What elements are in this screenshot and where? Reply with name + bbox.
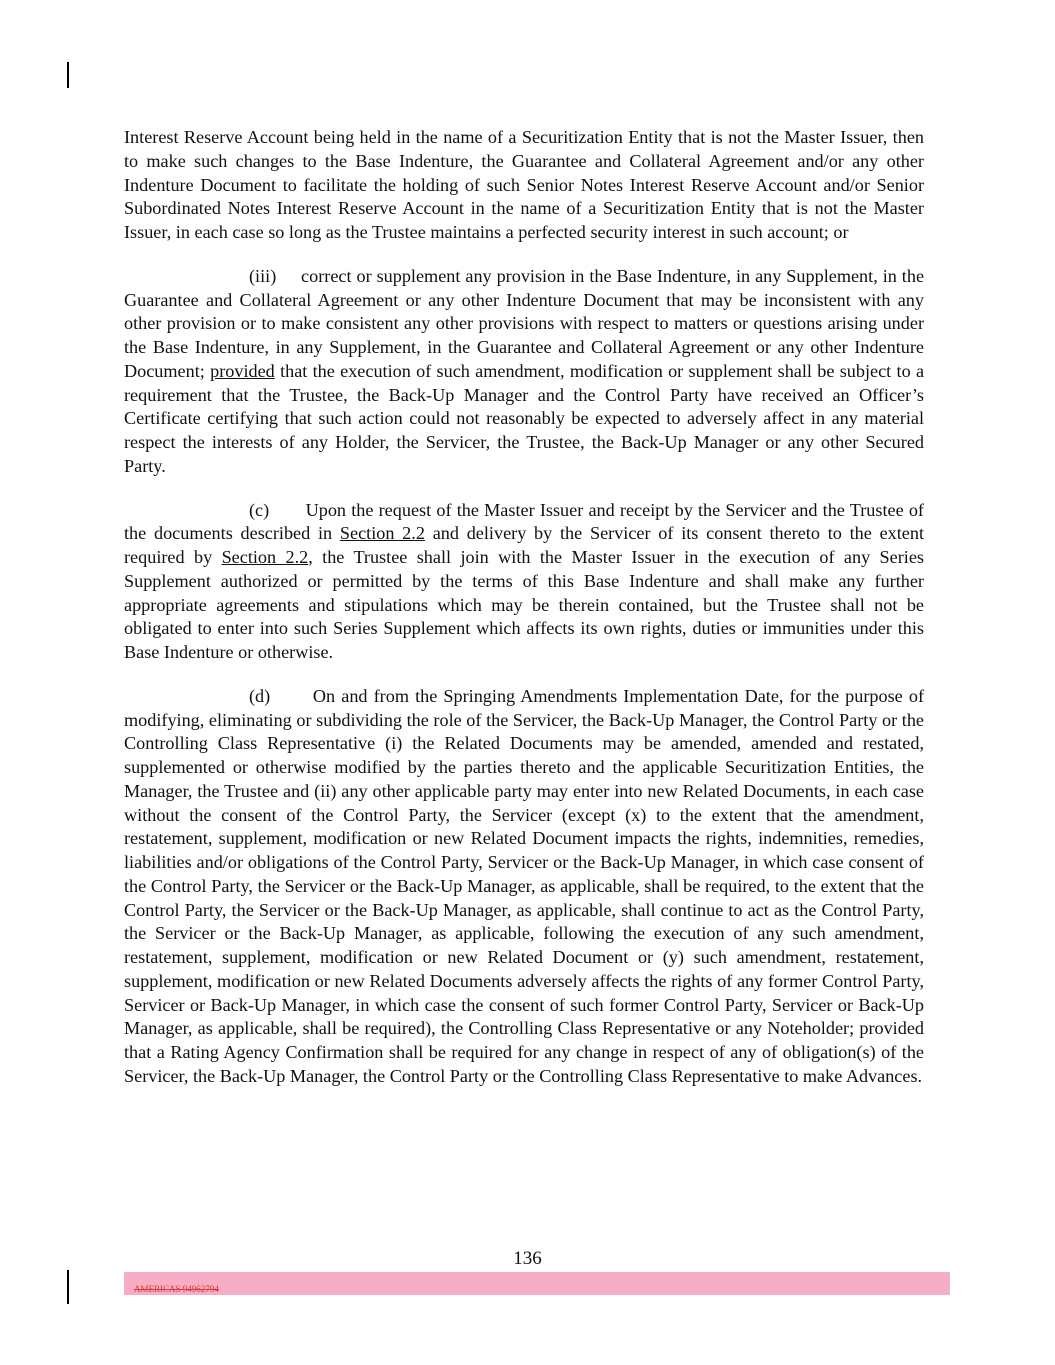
paragraph-text: correct or supplement any provision in the Base Indenture, in any Supplement, in the Guarantee and Collateral Agreement or any other Indenture Document that may be inconsistent with any other provision or to make consistent any other provisions with respect to matters or questions arising under the Base Indenture, in any Supplement, in the Guarantee and Collateral Agreement or any other Indenture Document; [124, 265, 925, 381]
section-reference[interactable]: Section 2.2 [339, 523, 425, 544]
paragraph-d [124, 685, 924, 1089]
paragraph-label: (d) [249, 685, 271, 706]
footer-band [124, 1272, 950, 1295]
page-body [124, 126, 924, 1109]
provided-term: provided [210, 360, 275, 381]
paragraph-text: that the execution of such amendment, modification or supplement shall be subject to a requirement that the Trustee, the Back-Up Manager and the Control Party have received an Officer’s Certificate certifying that such action could not reasonably be expected to adversely affect in any material respect the interests of any Holder, the Servicer, the Trustee, the Back-Up Manager or any other Secured Party. [124, 360, 925, 476]
page-number: 136 [513, 1248, 542, 1269]
paragraph-text: and delivery by the Servicer of its consent thereto to the extent required by [124, 523, 925, 567]
paragraph-label: (iii) [249, 265, 277, 286]
paragraph-c [124, 499, 924, 665]
paragraph-text: On and from the Springing Amendments Implementation Date, for the purpose of modifying, eliminating or subdividing the role of the Servicer, the Back-Up Manager, the Control Party or the Controlling Class Representative (i) the Related Documents may be amended, amended and restated, supplemented or otherwise modified by the parties thereto and the applicable Securitization Entities, the Manager, the Trustee and (ii) any other applicable party may enter into new Related Documents, in each case without the consent of the Control Party, the Servicer (except (x) to the extent that the amendment, restatement, supplement, modification or new Related Document impacts the rights, indemnities, remedies, liabilities and/or obligations of the Control Party, Servicer or the Back-Up Manager, in which case consent of the Control Party, the Servicer or the Back-Up Manager, as applicable, shall be required, to the extent that the Control Party, the Servicer or the Back-Up Manager, as applicable, shall continue to act as the Control Party, the Servicer or the Back-Up Manager, as applicable, following the execution of any such amendment, restatement, supplement, modification or new Related Document or (y) such amendment, restatement, supplement, modification or new Related Documents adversely affects the rights of any former Control Party, Servicer or Back-Up Manager, in which case the consent of such former Control Party, Servicer or Back-Up Manager, as applicable, shall be required), the Controlling Class Representative or any Noteholder; provided that a Rating Agency Confirmation shall be required for any change in respect of any of obligation(s) of the Servicer, the Back-Up Manager, the Control Party or the Controlling Class Representative to make Advances. [124, 685, 925, 1086]
paragraph-text: , the Trustee shall join with the Master Issuer in the execution of any Series Supplement authorized or permitted by the terms of this Base Indenture and shall make any further appropriate agreements and stipulations which may be therein contained, but the Trustee shall not be obligated to enter into such Series Supplement which affects its own rights, duties or immunities under this Base Indenture or otherwise. [124, 547, 924, 662]
paragraph-label: (c) [249, 499, 270, 520]
paragraph-iii [124, 265, 924, 479]
change-bar-bottom [67, 1270, 69, 1304]
change-bar-top [67, 62, 69, 88]
paragraph-text: Upon the request of the Master Issuer and receipt by the Servicer and the Trustee of the documents described in [124, 499, 924, 544]
paragraph-continued: Interest Reserve Account being held in the name of a Securitization Entity that is not the Master Issuer, then to make such changes to the Base Indenture, the Guarantee and Collateral Agreement and/or any other Indenture Document to facilitate the holding of such Senior Notes Interest Reserve Account and/or Senior Subordinated Notes Interest Reserve Account in the name of a Securitization Entity that is not the Master Issuer, in each case so long as the Trustee maintains a perfected security interest in such account; or [124, 127, 924, 242]
section-reference[interactable]: Section 2.2 [221, 547, 309, 567]
document-id: AMERICAS 94962794 [134, 1284, 219, 1294]
